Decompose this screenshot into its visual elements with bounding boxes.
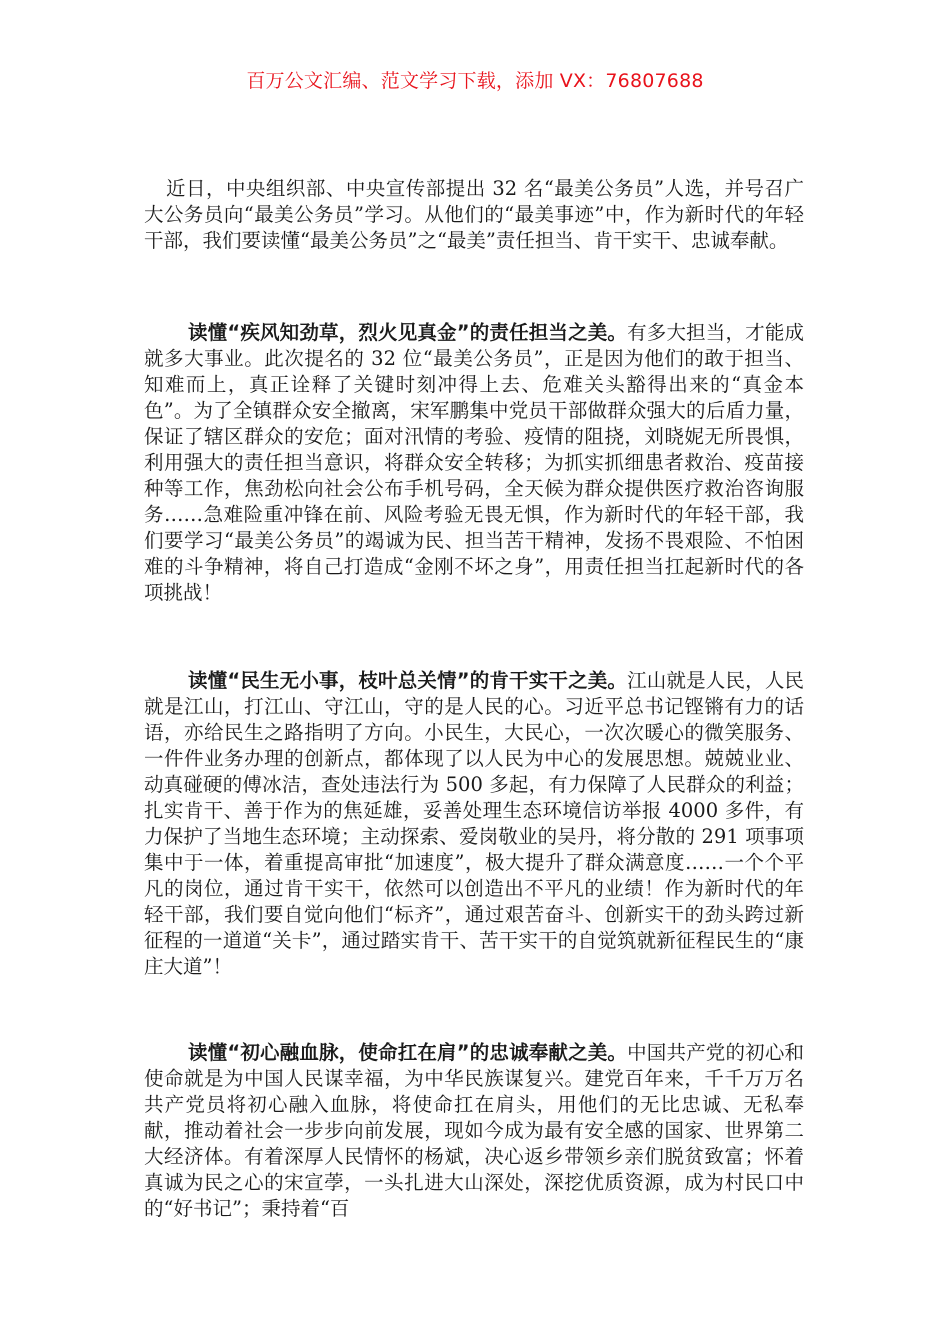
intro-text: 近日，中央组织部、中央宣传部提出 32 名“最美公务员”人选，并号召广大公务员向“最美公务员”学习。从他们的“最美事迹”中，作为新时代的年轻干部，我们要读懂“最美公务员”之“最美”责任担当、肯干实干、忠诚奉献。 xyxy=(144,177,804,252)
section-responsibility-lead: 读懂“疾风知劲草，烈火见真金”的责任担当之美。 xyxy=(188,321,628,344)
section-responsibility-paragraph xyxy=(144,320,804,606)
section-responsibility-text: 有多大担当，才能成就多大事业。此次提名的 32 位“最美公务员”，正是因为他们的敢于担当、知难而上，真正诠释了关键时刻冲得上去、危难关头豁得出来的“真金本色”。为了全镇群众安全撤离，宋军鹏集中党员干部做群众强大的后盾力量，保证了辖区群众的安危；面对汛情的考验、疫情的阻挠，刘晓妮无所畏惧，利用强大的责任担当意识，将群众安全转移；为抓实抓细患者救治、疫苗接种等工作，焦劲松向社会公布手机号码，全天候为群众提供医疗救治咨询服务……急难险重冲锋在前、风险考验无畏无惧，作为新时代的年轻干部，我们要学习“最美公务员”的竭诚为民、担当苦干精神，发扬不畏艰险、不怕困难的斗争精神，将自己打造成“金刚不坏之身”，用责任担当扛起新时代的各项挑战！ xyxy=(144,321,804,604)
intro-paragraph xyxy=(144,176,804,254)
header-banner: 百万公文汇编、范文学习下载，添加 VX：76807688 xyxy=(246,70,704,92)
section-hardwork-paragraph xyxy=(144,668,804,980)
section-dedication-paragraph xyxy=(144,1040,804,1222)
section-hardwork-text: 江山就是人民，人民就是江山，打江山、守江山，守的是人民的心。习近平总书记铿锵有力的话语，亦给民生之路指明了方向。小民生，大民心，一次次暖心的微笑服务、一件件业务办理的创新点，都体现了以人民为中心的发展思想。兢兢业业、动真碰硬的傅冰洁，查处违法行为 500 多起，有力保障了人民群众的利益；扎实肯干、善于作为的焦延雄，妥善处理生态环境信访举报 4000 多件，有力保护了当地生态环境；主动探索、爱岗敬业的吴丹，将分散的 291 项事项集中于一体，着重提高审批“加速度”，极大提升了群众满意度……一个个平凡的岗位，通过肯干实干，依然可以创造出不平凡的业绩！作为新时代的年轻干部，我们要自觉向他们“标齐”，通过艰苦奋斗、创新实干的劲头跨过新征程的一道道“关卡”，通过踏实肯干、苦干实干的自觉筑就新征程民生的“康庄大道”！ xyxy=(144,669,804,978)
section-hardwork-lead: 读懂“民生无小事，枝叶总关情”的肯干实干之美。 xyxy=(188,669,628,692)
section-dedication-text: 中国共产党的初心和使命就是为中国人民谋幸福，为中华民族谋复兴。建党百年来，千千万万名共产党员将初心融入血脉，将使命扛在肩头，用他们的无比忠诚、无私奉献，推动着社会一步步向前发展，现如今成为最有安全感的国家、世界第二大经济体。有着深厚人民情怀的杨斌，决心返乡带领乡亲们脱贫致富；怀着真诚为民之心的宋宣荸，一头扎进大山深处，深挖优质资源，成为村民口中的“好书记”；秉持着“百 xyxy=(144,1041,804,1220)
section-dedication-lead: 读懂“初心融血脉，使命扛在肩”的忠诚奉献之美。 xyxy=(188,1041,628,1064)
